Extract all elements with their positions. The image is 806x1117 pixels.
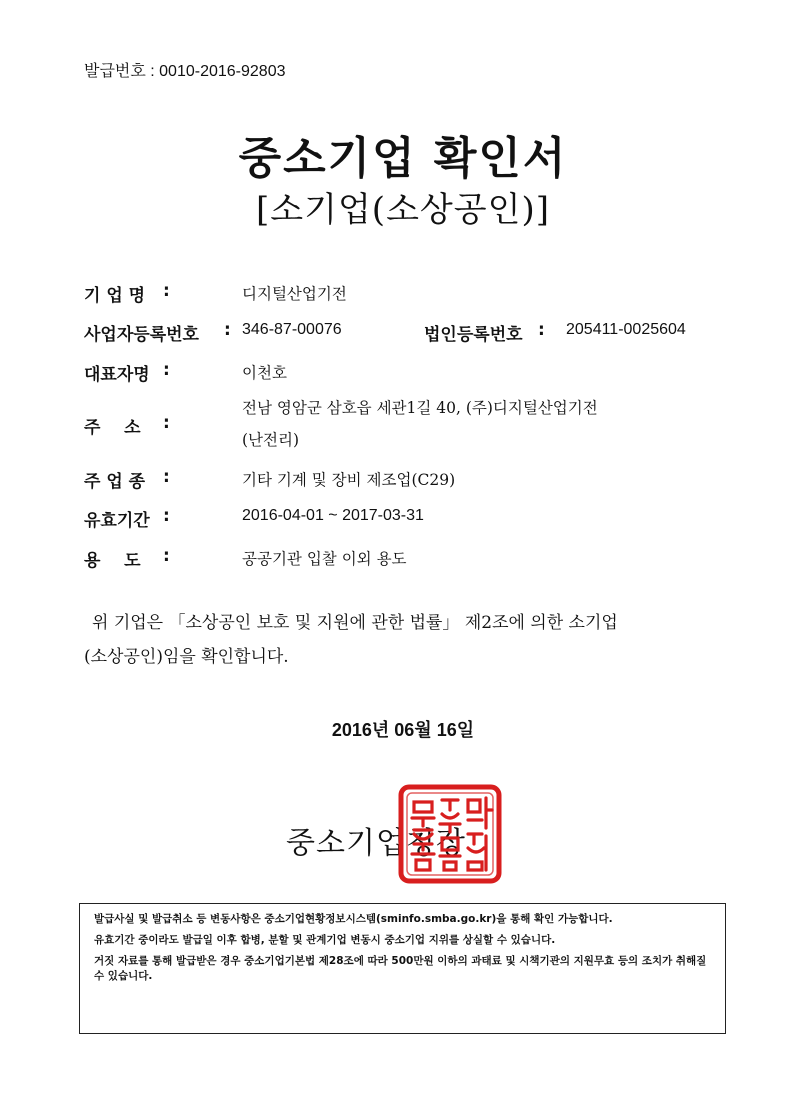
industry-label: 주 업 종 bbox=[84, 472, 146, 492]
document-title: 중소기업 확인서 bbox=[238, 133, 568, 184]
ceo-label: 대표자명 bbox=[84, 365, 150, 385]
address-line2: (난전리) bbox=[242, 431, 300, 449]
notice-line-2: 유효기간 중이라도 발급일 이후 합병, 분할 및 관계기업 변동시 중소기업 지위를 상실할 수 있습니다. bbox=[94, 934, 556, 946]
ceo-value: 이천호 bbox=[242, 364, 287, 382]
purpose-label: 용 도 bbox=[84, 551, 141, 571]
confirmation-statement bbox=[84, 606, 724, 674]
company-value: 디지털산업기전 bbox=[242, 285, 347, 303]
address-label: 주 소 bbox=[84, 418, 141, 438]
statement-line-2: (소상공인)임을 확인합니다. bbox=[84, 647, 289, 667]
colon: : bbox=[538, 320, 545, 340]
purpose-value: 공공기관 입찰 이외 용도 bbox=[242, 550, 407, 568]
colon: : bbox=[163, 413, 170, 433]
colon: : bbox=[163, 281, 170, 301]
official-seal-stamp bbox=[398, 784, 502, 884]
bizreg-label: 사업자등록번호 bbox=[84, 325, 199, 345]
validity-value: 2016-04-01 ~ 2017-03-31 bbox=[242, 507, 424, 524]
address-line1: 전남 영암군 삼호읍 세관1길 40, (주)디지털산업기전 bbox=[242, 399, 598, 417]
colon: : bbox=[163, 506, 170, 526]
colon: : bbox=[163, 360, 170, 380]
corpreg-label: 법인등록번호 bbox=[424, 325, 523, 345]
statement-line-1: 위 기업은 「소상공인 보호 및 지원에 관한 법률」 제2조에 의한 소기업 bbox=[92, 613, 618, 633]
issue-number: 발급번호 : 0010-2016-92803 bbox=[84, 63, 286, 80]
notice-line-3: 거짓 자료를 통해 발급받은 경우 중소기업기본법 제28조에 따라 500만원 이하의 과태료 및 시책기관의 지원무효 등의 조치가 취해질 수 있습니다. bbox=[94, 955, 707, 982]
notice-line-1: 발급사실 및 발급취소 등 변동사항은 중소기업현황정보시스템(sminfo.smba.go.kr)을 통해 확인 가능합니다. bbox=[94, 913, 613, 925]
notice-box bbox=[79, 903, 726, 1034]
company-label: 기 업 명 bbox=[84, 286, 146, 306]
colon: : bbox=[163, 546, 170, 566]
industry-value: 기타 기계 및 장비 제조업(C29) bbox=[242, 471, 456, 489]
corpreg-value: 205411-0025604 bbox=[566, 321, 686, 338]
validity-label: 유효기간 bbox=[84, 511, 150, 531]
document-subtitle: [소기업(소상공인)] bbox=[256, 190, 550, 230]
issuing-authority: 중소기업청장 bbox=[286, 826, 466, 861]
colon: : bbox=[163, 467, 170, 487]
colon: : bbox=[224, 320, 231, 340]
bizreg-value: 346-87-00076 bbox=[242, 321, 342, 338]
issue-date: 2016년 06월 16일 bbox=[331, 720, 475, 740]
